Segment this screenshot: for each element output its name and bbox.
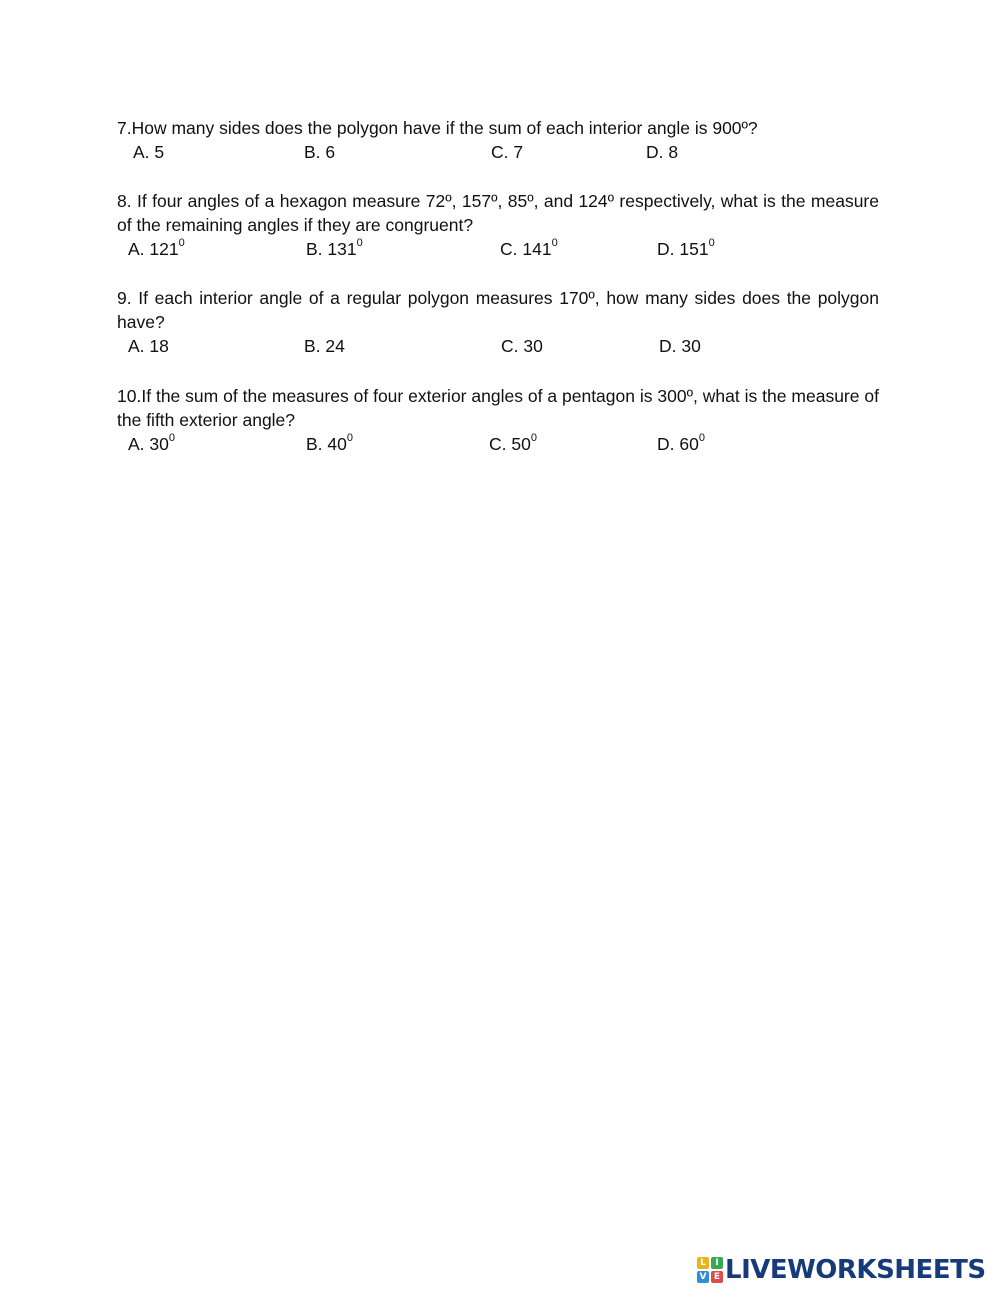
question-10 [117, 384, 879, 456]
logo-tile-v: V [697, 1271, 709, 1283]
logo-tile-i: I [711, 1257, 723, 1269]
question-9-stem: 9. If each interior angle of a regular polygon measures 170º, how many sides does the polygon have? [117, 288, 879, 332]
question-8-option-a: A. $121^0$ [128, 237, 185, 259]
liveworksheets-wordmark: LIVEWORKSHEETS [725, 1255, 986, 1285]
question-9-options [117, 334, 879, 358]
liveworksheets-logo [697, 1256, 986, 1284]
question-9-option-b: B. 24 [304, 336, 345, 356]
question-7-option-c: C. 7 [491, 142, 524, 162]
liveworksheets-logo-icon [697, 1257, 723, 1283]
question-8-option-c: C. $141^0$ [500, 237, 558, 259]
question-9-option-a: A. 18 [128, 336, 169, 356]
question-10-option-c: C. $50^0$ [489, 432, 537, 454]
question-7 [117, 116, 879, 164]
question-8 [117, 189, 879, 261]
question-10-option-b: B. $40^0$ [306, 432, 353, 454]
question-8-options [117, 237, 879, 261]
question-7-option-a: A. 5 [133, 142, 165, 162]
logo-tile-l: L [697, 1257, 709, 1269]
question-9 [117, 286, 879, 358]
question-10-stem: 10.If the sum of the measures of four exterior angles of a pentagon is 300º, what is the measure of the fifth exterior angle? [117, 386, 879, 430]
question-7-option-b: B. 6 [304, 142, 336, 162]
question-7-option-d: D. 8 [646, 142, 679, 162]
question-10-options [117, 432, 879, 456]
question-9-option-c: C. 30 [501, 336, 543, 356]
question-10-option-d: D. $60^0$ [657, 432, 705, 454]
question-10-option-a: A. $30^0$ [128, 432, 175, 454]
question-7-stem: 7.How many sides does the polygon have if the sum of each interior angle is 900º? [117, 118, 758, 138]
question-8-stem: 8. If four angles of a hexagon measure 72º, 157º, 85º, and 124º respectively, what is the measure of the remaining angles if they are congruent? [117, 191, 879, 235]
question-8-option-d: D. $151^0$ [657, 237, 715, 259]
logo-tile-e: E [711, 1271, 723, 1283]
question-7-options [117, 140, 879, 164]
question-9-option-d: D. 30 [659, 336, 701, 356]
question-8-option-b: B. $131^0$ [306, 237, 363, 259]
